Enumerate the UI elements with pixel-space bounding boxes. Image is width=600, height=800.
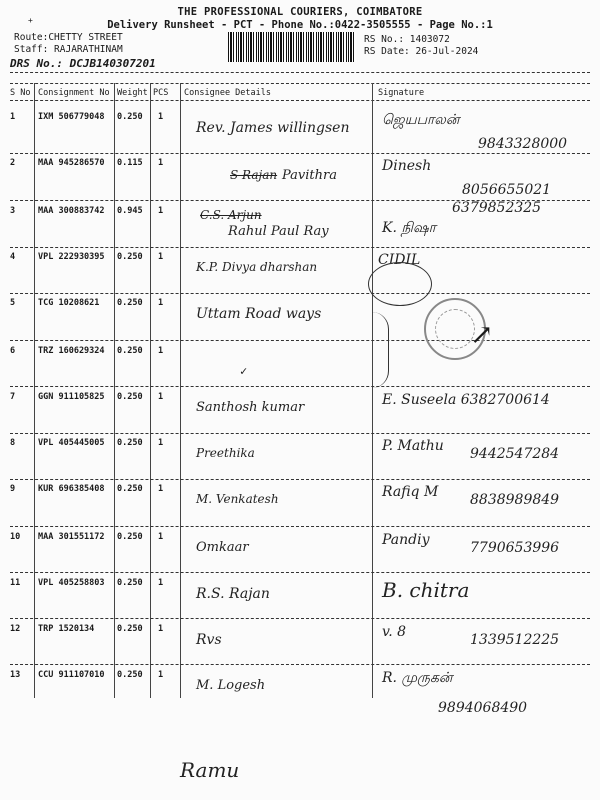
row-phone-note: 9442547284 bbox=[470, 446, 560, 462]
header-divider-bottom bbox=[10, 100, 590, 101]
table-vline-1 bbox=[34, 83, 35, 698]
row-signature: K. நிஷா bbox=[382, 220, 436, 236]
row-consignee: Pavithra bbox=[282, 168, 337, 183]
company-title: THE PROFESSIONAL COURIERS, COIMBATORE bbox=[177, 6, 423, 18]
row-consignee-struck: S Rajan bbox=[230, 168, 278, 182]
row-sno: 13 bbox=[10, 670, 21, 680]
staff-label: Staff: RAJARATHINAM bbox=[14, 44, 123, 55]
row-consignee: Omkaar bbox=[196, 540, 249, 555]
col-header-consignment: Consignment No bbox=[38, 88, 110, 98]
row-consignee: Preethika bbox=[196, 446, 255, 460]
row-consignee: M. Venkatesh bbox=[196, 492, 279, 506]
row-divider bbox=[10, 340, 590, 341]
row-pcs: 1 bbox=[158, 206, 164, 216]
row-signature: v. 8 bbox=[382, 624, 407, 640]
row-consignment-no: MAA 301551172 bbox=[38, 532, 105, 542]
row-phone-note: 9843328000 bbox=[478, 136, 568, 152]
table-vline-5 bbox=[372, 83, 373, 698]
row-sno: 10 bbox=[10, 532, 21, 542]
row-sno: 12 bbox=[10, 624, 21, 634]
row-signature: Dinesh bbox=[382, 158, 432, 174]
row-signature: Pandiy bbox=[382, 532, 430, 548]
circle-mark bbox=[368, 262, 432, 306]
header-divider bbox=[10, 83, 590, 84]
row-pcs: 1 bbox=[158, 532, 164, 542]
row-weight: 0.250 bbox=[117, 670, 143, 680]
row-consignee: Rev. James willingsen bbox=[196, 120, 350, 136]
row-signature: ஜெயபாலன் bbox=[382, 112, 460, 128]
arrow-mark: ↗ bbox=[470, 318, 494, 351]
row-pcs: 1 bbox=[158, 392, 164, 402]
row-divider bbox=[10, 526, 590, 527]
row-consignee: Santhosh kumar bbox=[196, 400, 305, 415]
row-pcs: 1 bbox=[158, 298, 164, 308]
row-sno: 3 bbox=[10, 206, 16, 216]
row-divider bbox=[10, 293, 590, 294]
row-pcs: 1 bbox=[158, 484, 164, 494]
row-sno: 9 bbox=[10, 484, 16, 494]
row-sno: 1 bbox=[10, 112, 16, 122]
row-phone-note: 8056655021 bbox=[462, 182, 552, 198]
row-divider bbox=[10, 247, 590, 248]
row-pcs: 1 bbox=[158, 346, 164, 356]
row-signature: R. முருகன் bbox=[382, 670, 453, 686]
row-sno: 4 bbox=[10, 252, 16, 262]
row-consignment-no: TCG 10208621 bbox=[38, 298, 100, 308]
row-pcs: 1 bbox=[158, 670, 164, 680]
row-sno: 7 bbox=[10, 392, 16, 402]
row-sno: 11 bbox=[10, 578, 21, 588]
row-consignment-no: IXM 506779048 bbox=[38, 112, 105, 122]
row-divider bbox=[10, 618, 590, 619]
row-phone-note: 6379852325 bbox=[452, 200, 542, 216]
row-consignment-no: MAA 945286570 bbox=[38, 158, 105, 168]
header-divider-top bbox=[10, 72, 590, 73]
row-weight: 0.250 bbox=[117, 624, 143, 634]
table-vline-4 bbox=[180, 83, 181, 698]
col-header-consignee: Consignee Details bbox=[184, 88, 271, 98]
check-mark: ✓ bbox=[240, 364, 248, 378]
row-consignment-no: KUR 696385408 bbox=[38, 484, 105, 494]
row-consignee: K.P. Divya dharshan bbox=[196, 260, 318, 274]
row-signature: Rafiq M bbox=[382, 484, 439, 500]
row-consignee-struck: C.S. Arjun bbox=[200, 208, 262, 222]
rs-number: RS No.: 1403072 bbox=[364, 34, 450, 45]
barcode bbox=[228, 32, 356, 62]
row-signature: E. Suseela 6382700614 bbox=[382, 392, 550, 408]
row-weight: 0.250 bbox=[117, 392, 143, 402]
row-sno: 8 bbox=[10, 438, 16, 448]
row-consignment-no: VPL 405445005 bbox=[38, 438, 105, 448]
col-header-weight: Weight bbox=[117, 88, 148, 98]
row-divider bbox=[10, 572, 590, 573]
table-vline-2 bbox=[114, 83, 115, 698]
row-divider bbox=[10, 386, 590, 387]
row-weight: 0.115 bbox=[117, 158, 143, 168]
row-phone-note: 7790653996 bbox=[470, 540, 560, 556]
col-header-pcs: PCS bbox=[153, 88, 169, 98]
row-signature: CIDIL bbox=[378, 252, 421, 268]
row-weight: 0.250 bbox=[117, 532, 143, 542]
row-pcs: 1 bbox=[158, 252, 164, 262]
row-weight: 0.250 bbox=[117, 346, 143, 356]
row-divider bbox=[10, 433, 590, 434]
runsheet-subtitle: Delivery Runsheet - PCT - Phone No.:0422-3505555 - Page No.:1 bbox=[107, 19, 493, 31]
row-phone-note: 8838989849 bbox=[470, 492, 560, 508]
row-divider bbox=[10, 153, 590, 154]
small-mark: + bbox=[28, 16, 33, 25]
row-consignee: R.S. Rajan bbox=[196, 586, 270, 602]
row-weight: 0.250 bbox=[117, 252, 143, 262]
row-phone-note: 1339512225 bbox=[470, 632, 560, 648]
row-phone-note: 9894068490 bbox=[438, 700, 528, 716]
row-divider bbox=[10, 479, 590, 480]
row-consignee: Rahul Paul Ray bbox=[228, 224, 329, 239]
row-sno: 5 bbox=[10, 298, 16, 308]
row-consignment-no: TRP 1520134 bbox=[38, 624, 95, 634]
row-sno: 2 bbox=[10, 158, 16, 168]
row-weight: 0.250 bbox=[117, 484, 143, 494]
row-pcs: 1 bbox=[158, 158, 164, 168]
drs-number: DRS No.: DCJB140307201 bbox=[10, 57, 156, 70]
row-pcs: 1 bbox=[158, 578, 164, 588]
row-weight: 0.250 bbox=[117, 112, 143, 122]
col-header-sno: S No bbox=[10, 88, 31, 98]
row-weight: 0.250 bbox=[117, 578, 143, 588]
row-pcs: 1 bbox=[158, 112, 164, 122]
row-divider bbox=[10, 664, 590, 665]
row-pcs: 1 bbox=[158, 624, 164, 634]
row-weight: 0.250 bbox=[117, 298, 143, 308]
table-vline-3 bbox=[150, 83, 151, 698]
row-sno: 6 bbox=[10, 346, 16, 356]
row-consignee: Uttam Road ways bbox=[196, 306, 322, 322]
row-consignment-no: CCU 911107010 bbox=[38, 670, 105, 680]
row-consignment-no: TRZ 160629324 bbox=[38, 346, 105, 356]
rs-date: RS Date: 26-Jul-2024 bbox=[364, 46, 479, 57]
route-label: Route:CHETTY STREET bbox=[14, 32, 123, 43]
footer-signature: Ramu bbox=[180, 758, 240, 782]
row-signature: P. Mathu bbox=[382, 438, 444, 454]
row-signature: B. chitra bbox=[382, 578, 470, 602]
row-consignment-no: VPL 222930395 bbox=[38, 252, 105, 262]
row-consignment-no: MAA 300883742 bbox=[38, 206, 105, 216]
row-consignment-no: GGN 911105825 bbox=[38, 392, 105, 402]
row-weight: 0.250 bbox=[117, 438, 143, 448]
col-header-signature: Signature bbox=[378, 88, 425, 98]
row-consignee: Rvs bbox=[196, 632, 222, 648]
row-consignee: M. Logesh bbox=[196, 678, 266, 693]
row-consignment-no: VPL 405258803 bbox=[38, 578, 105, 588]
row-pcs: 1 bbox=[158, 438, 164, 448]
row-divider bbox=[10, 200, 590, 201]
row-weight: 0.945 bbox=[117, 206, 143, 216]
brace-mark bbox=[372, 312, 389, 388]
